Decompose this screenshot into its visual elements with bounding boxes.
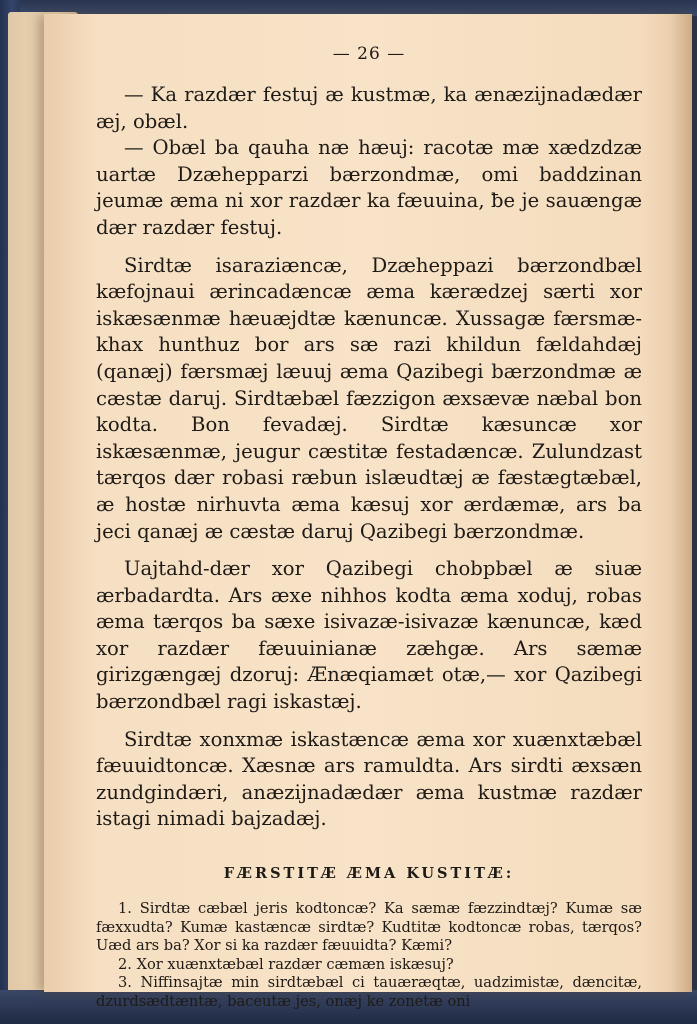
- paragraph: — Obæl ba qauha næ hæuj: racotæ mæ xædzdzæ uartæ Dzæhepparzi bærzondmæ, omi baddzinan jeumæ æma ni xor razdær ka fæuuina, ƀe je sauængæ dær razdær festuj.: [96, 136, 642, 239]
- paragraph: Uajtahd-dær xor Qazibegi chobpbæl æ siuæ ærbadardta. Ars æxe nihhos kodta æma xoduj, robas æma tærqos ba sæxe isivazæ-isivazæ kænuncæ, kæd xor razdær fæuuinianæ zæhgæ. Ars sæmæ girizgængæj dzoruj: Ænæqiamæt otæ,— xor Qazibegi bærzondbæl ragi iskastæj.: [96, 557, 642, 714]
- exercise-item: 2. Xor xuænxtæbæl razdær cæmæn iskæsuj?: [118, 955, 454, 973]
- page-gutter-shadow: [670, 14, 692, 992]
- page-number: — 26 —: [332, 44, 406, 64]
- paragraph: Sirdtæ xonxmæ iskastæncæ æma xor xuænxtæbæl fæuuidtoncæ. Xæsnæ ars ramuldta. Ars sirdti æxsæn zundgindæri, anæzijnadædær æma kustmæ razdær istagi nimadi bajzadæj.: [96, 727, 642, 831]
- page-content: [96, 44, 642, 1011]
- paragraph: Sirdtæ isaraziæncæ, Dzæheppazi bærzondbæl kæfojnaui ærincadæncæ æma kærædzej særti xor iskæsænmæ hæuæjdtæ kænuncæ. Xussagæ færsmæ-khax hunthuz bor ars sæ razi khildun fældahdæj (qanæj) færsmæj læuuj æma Qazibegi bærzondmæ æ cæstæ daruj. Sirdtæbæl fæzzigon æxsævæ næbal bon kodta. Bon fevadæj. Sirdtæ kæsuncæ xor iskæsænmæ, jeugur cæstitæ festadæncæ. Zulundzast tærqos dær robasi ræbun islæudtæj æ fæstægtæbæl, æ hostæ nirhuvta æma kæsuj xor ærdæmæ, ars ba jeci qanæj æ cæstæ daruj Qazibegi bærzondmæ.: [96, 253, 642, 543]
- exercise-item: 3. Niffinsajtæ min sirdtæbæl ci tauæræqtæ, uadzimistæ, dæncitæ, dzurdsædtæntæ, baceutæ jes, onæj ke zonetæ oni: [96, 974, 642, 1010]
- paragraph: — Ka razdær festuj æ kustmæ, ka ænæzijnadædær æj, obæl.: [96, 83, 642, 133]
- exercise-item: 1. Sirdtæ cæbæl jeris kodtoncæ? Ka sæmæ fæzzindtæj? Kumæ sæ fæxxudta? Kumæ kastæncæ sirdtæ? Kudtitæ kodtoncæ robas, tærqos? Uæd ars ba? Xor si ka razdær fæuuidta? Kæmi?: [96, 900, 642, 955]
- exercise-heading: FÆRSTITÆ ÆMA KUSTITÆ:: [223, 865, 515, 883]
